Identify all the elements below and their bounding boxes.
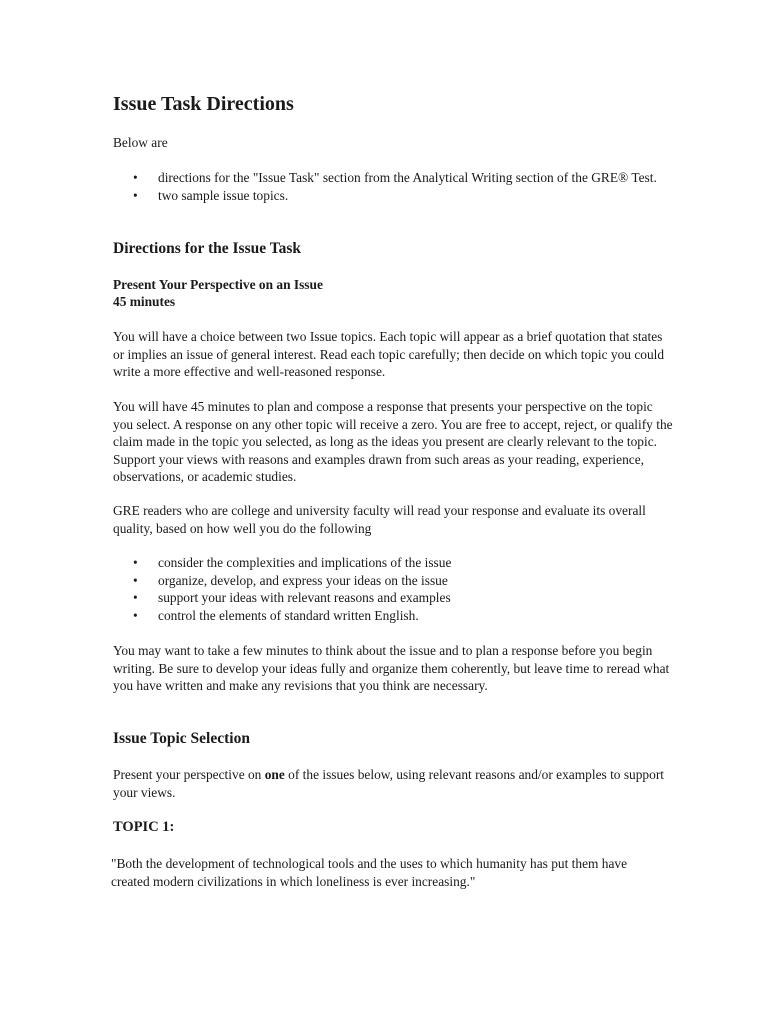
instr-text: of the issues below, using relevant reasons and/or examples to support your views. [113, 767, 665, 800]
time-limit: 45 minutes [113, 294, 176, 309]
intro-text: Below are [113, 135, 168, 150]
instr-emphasis: one [264, 767, 285, 782]
page-title: Issue Task Directions [113, 93, 294, 115]
list-item: • support your ideas with relevant reasons and examples [113, 589, 673, 607]
list-item: • two sample issue topics. [113, 187, 673, 205]
paragraph-readers: GRE readers who are college and university faculty will read your response and evaluate its overall quality, based on how well you do the following [113, 503, 646, 536]
topic-label: TOPIC 1: [113, 819, 175, 835]
section-heading-directions: Directions for the Issue Task [113, 240, 302, 257]
list-item: • organize, develop, and express your ideas on the issue [113, 572, 673, 590]
topic-quote: "Both the development of technological tools and the uses to which humanity has put them have created modern civilizations in which loneliness is ever increasing." [111, 856, 628, 889]
list-item: • directions for the "Issue Task" section from the Analytical Writing section of the GRE® Test. [113, 169, 673, 187]
paragraph-plan: You will have 45 minutes to plan and compose a response that presents your perspective on the topic you select. A response on any other topic will receive a zero. You are free to accept, reject, or qualify the claim made in the topic you selected, as long as the ideas you present are clearly relevant to the topic. Support your views with reasons and examples drawn from such areas as your reading, experience, observations, or academic studies. [113, 399, 673, 484]
list-item: • consider the complexities and implications of the issue [113, 554, 673, 572]
intro-list [113, 169, 673, 204]
section-heading-topic-selection: Issue Topic Selection [113, 730, 250, 747]
subheading-present-perspective: Present Your Perspective on an Issue [113, 277, 323, 292]
instr-text: Present your perspective on [113, 767, 265, 782]
criteria-list [113, 554, 673, 624]
list-item: • control the elements of standard written English. [113, 607, 673, 625]
paragraph-choice: You will have a choice between two Issue topics. Each topic will appear as a brief quotation that states or implies an issue of general interest. Read each topic carefully; then decide on which topic you could write a more effective and well-reasoned response. [113, 329, 665, 379]
selection-instructions [113, 766, 673, 801]
paragraph-advice: You may want to take a few minutes to think about the issue and to plan a response before you begin writing. Be sure to develop your ideas fully and organize them coherently, but leave time to reread what you have written and make any revisions that you think are necessary. [113, 643, 670, 693]
